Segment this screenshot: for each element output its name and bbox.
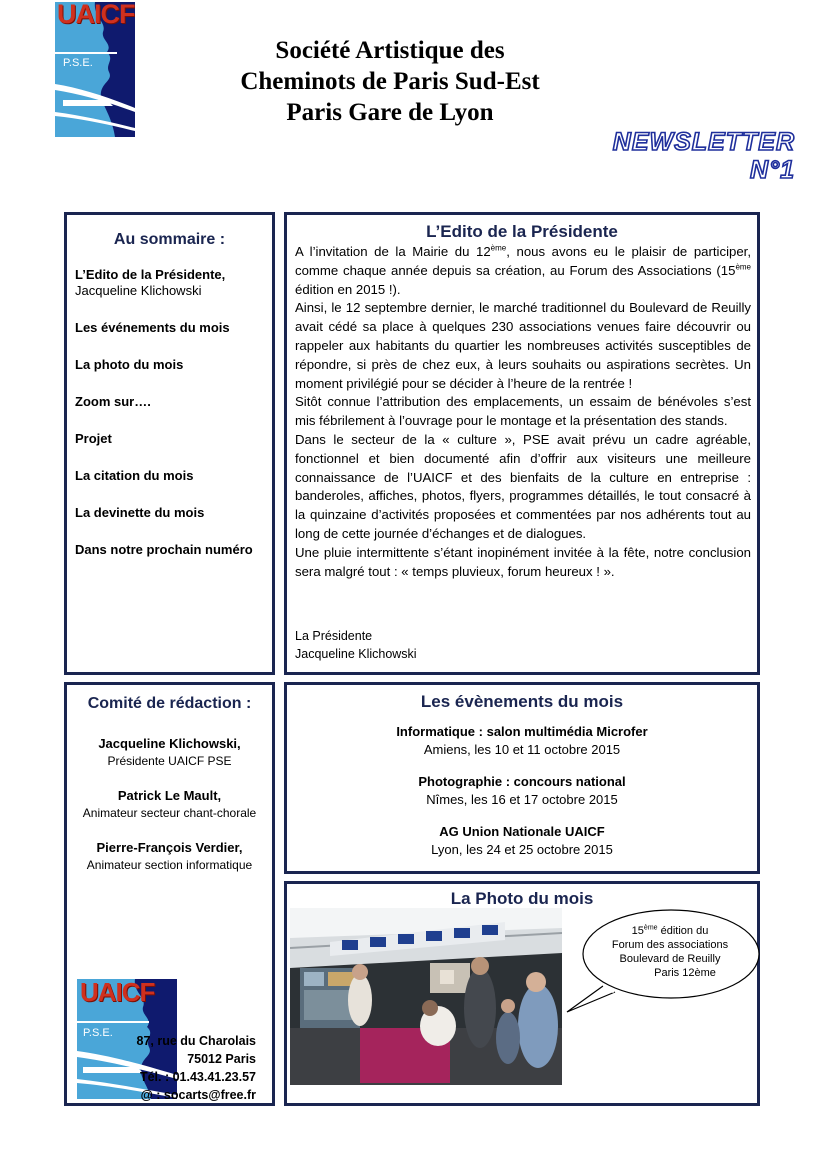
edito-paragraph-5: Une pluie intermittente s’étant inopinément invitée à la fête, notre conclusion sera malgré tout : « temps pluvieux, forum heureux ! ». — [295, 544, 751, 579]
comite-member — [67, 839, 272, 874]
events-heading: Les évènements du mois — [420, 692, 624, 711]
signature-title: La Présidente — [295, 629, 373, 643]
member-name: Pierre-François Verdier, — [96, 840, 243, 855]
address-phone: Tél. : 01.43.41.23.57 — [139, 1070, 256, 1084]
member-name: Jacqueline Klichowski, — [98, 736, 241, 751]
toc-item-events[interactable]: Les événements du mois — [75, 320, 230, 335]
newsletter-number: N°1 — [750, 156, 795, 184]
toc-heading: Au sommaire : — [113, 231, 226, 248]
comite-member — [67, 735, 272, 770]
signature-name: Jacqueline Klichowski — [295, 647, 417, 661]
address-email[interactable]: @ : socarts@free.fr — [140, 1088, 256, 1102]
logo-brand-text: UAICF — [80, 979, 155, 1007]
society-title — [200, 35, 580, 128]
event-item — [287, 723, 757, 759]
toc-item-devinette[interactable]: La devinette du mois — [75, 505, 205, 520]
edito-paragraph-2: Ainsi, le 12 septembre dernier, le marché traditionnel du Boulevard de Reuilly avait cédé sa place à quelques 230 associations venues faire découvrir ou rappeler aux habitants du quartier les nombreuses activités susceptibles de répondre, si près de chez eux, à leurs souhaits ou aspirations secrètes. Un moment privilégié pour se décider à l’heure de la rentrée ! — [295, 300, 751, 391]
edito-paragraph-1: A l’invitation de la Mairie du 12ème, nous avons eu le plaisir de participer, comme chaque année depuis sa création, au Forum des Associations (15ème édition en 2015 !). — [295, 243, 751, 297]
toc-list — [75, 267, 265, 579]
event-location: Lyon, les 24 et 25 octobre 2015 — [431, 842, 613, 857]
newsletter-badge — [613, 128, 795, 184]
title-line-2: Cheminots de Paris Sud-Est — [240, 68, 540, 95]
toc-item-edito[interactable]: L’Edito de la Présidente, Jacqueline Klichowski — [75, 267, 265, 299]
toc-item-prochain[interactable]: Dans notre prochain numéro — [75, 542, 253, 557]
comite-member — [67, 787, 272, 822]
edito-box — [284, 212, 760, 675]
title-line-1: Société Artistique des — [275, 37, 505, 64]
comite-heading: Comité de rédaction : — [87, 695, 252, 712]
uaicf-logo — [55, 2, 135, 137]
photo-box — [284, 881, 760, 1106]
comite-box — [64, 682, 275, 1106]
contact-address — [137, 1032, 256, 1104]
events-box — [284, 682, 760, 874]
edito-body — [295, 243, 751, 581]
newsletter-label: NEWSLETTER — [612, 128, 795, 156]
logo-brand-text: UAICF — [57, 2, 135, 29]
logo-pse-text: P.S.E. — [83, 1027, 113, 1039]
event-location: Nîmes, les 16 et 17 octobre 2015 — [426, 792, 618, 807]
event-location: Amiens, les 10 et 11 octobre 2015 — [423, 742, 621, 757]
bubble-caption — [595, 924, 745, 980]
bubble-line-2: Forum des associations — [611, 939, 729, 951]
bubble-line-3: Boulevard de Reuilly — [619, 953, 721, 965]
member-name: Patrick Le Mault, — [117, 788, 222, 803]
member-role: Animateur secteur chant-chorale — [82, 806, 257, 820]
event-item — [287, 773, 757, 809]
title-line-3: Paris Gare de Lyon — [286, 99, 494, 126]
address-city: 75012 Paris — [187, 1052, 256, 1066]
toc-item-citation[interactable]: La citation du mois — [75, 468, 194, 483]
photo-heading: La Photo du mois — [450, 889, 594, 908]
edito-signature — [295, 627, 417, 663]
toc-item-projet[interactable]: Projet — [75, 431, 112, 446]
toc-item-edito-author: Jacqueline Klichowski — [75, 283, 202, 298]
forum-photo — [290, 908, 562, 1085]
member-role: Animateur section informatique — [86, 858, 253, 872]
edito-paragraph-3: Sitôt connue l’attribution des emplacements, un essaim de bénévoles s’est mis fébrilement à l’ouvrage pour le montage et la présentation des stands. — [295, 394, 751, 429]
edito-paragraph-4: Dans le secteur de la « culture », PSE avait prévu un cadre agréable, fonctionnel et bien documenté afin d’offrir aux visiteurs une meilleure connaissance de l’UAICF et des bienfaits de la culture en entreprise : banderoles, affiches, photos, flyers, programmes détaillés, le tout consacré à la quinzaine d’activités proposées et commentées par nos adhérents tout au long de cette journée d’échanges et de dialogues. — [295, 431, 751, 541]
logo-rule — [55, 52, 117, 54]
forum-photo-illustration — [290, 908, 562, 1085]
edito-heading: L’Edito de la Présidente — [426, 222, 618, 241]
events-list — [287, 723, 757, 873]
logo-pse-text: P.S.E. — [63, 57, 93, 69]
logo-rule — [77, 1021, 149, 1023]
bubble-line-4: Paris 12ème — [654, 967, 716, 979]
member-role: Présidente UAICF PSE — [107, 754, 232, 768]
event-title: Photographie : concours national — [418, 774, 626, 789]
event-title: AG Union Nationale UAICF — [439, 824, 605, 839]
comite-members — [67, 735, 272, 891]
bubble-line-1: 15ème édition du — [631, 924, 709, 937]
event-title: Informatique : salon multimédia Microfer — [396, 724, 648, 739]
toc-item-zoom[interactable]: Zoom sur…. — [75, 394, 151, 409]
address-street: 87, rue du Charolais — [136, 1034, 256, 1048]
event-item — [287, 823, 757, 859]
toc-box — [64, 212, 275, 675]
toc-item-photo[interactable]: La photo du mois — [75, 357, 184, 372]
